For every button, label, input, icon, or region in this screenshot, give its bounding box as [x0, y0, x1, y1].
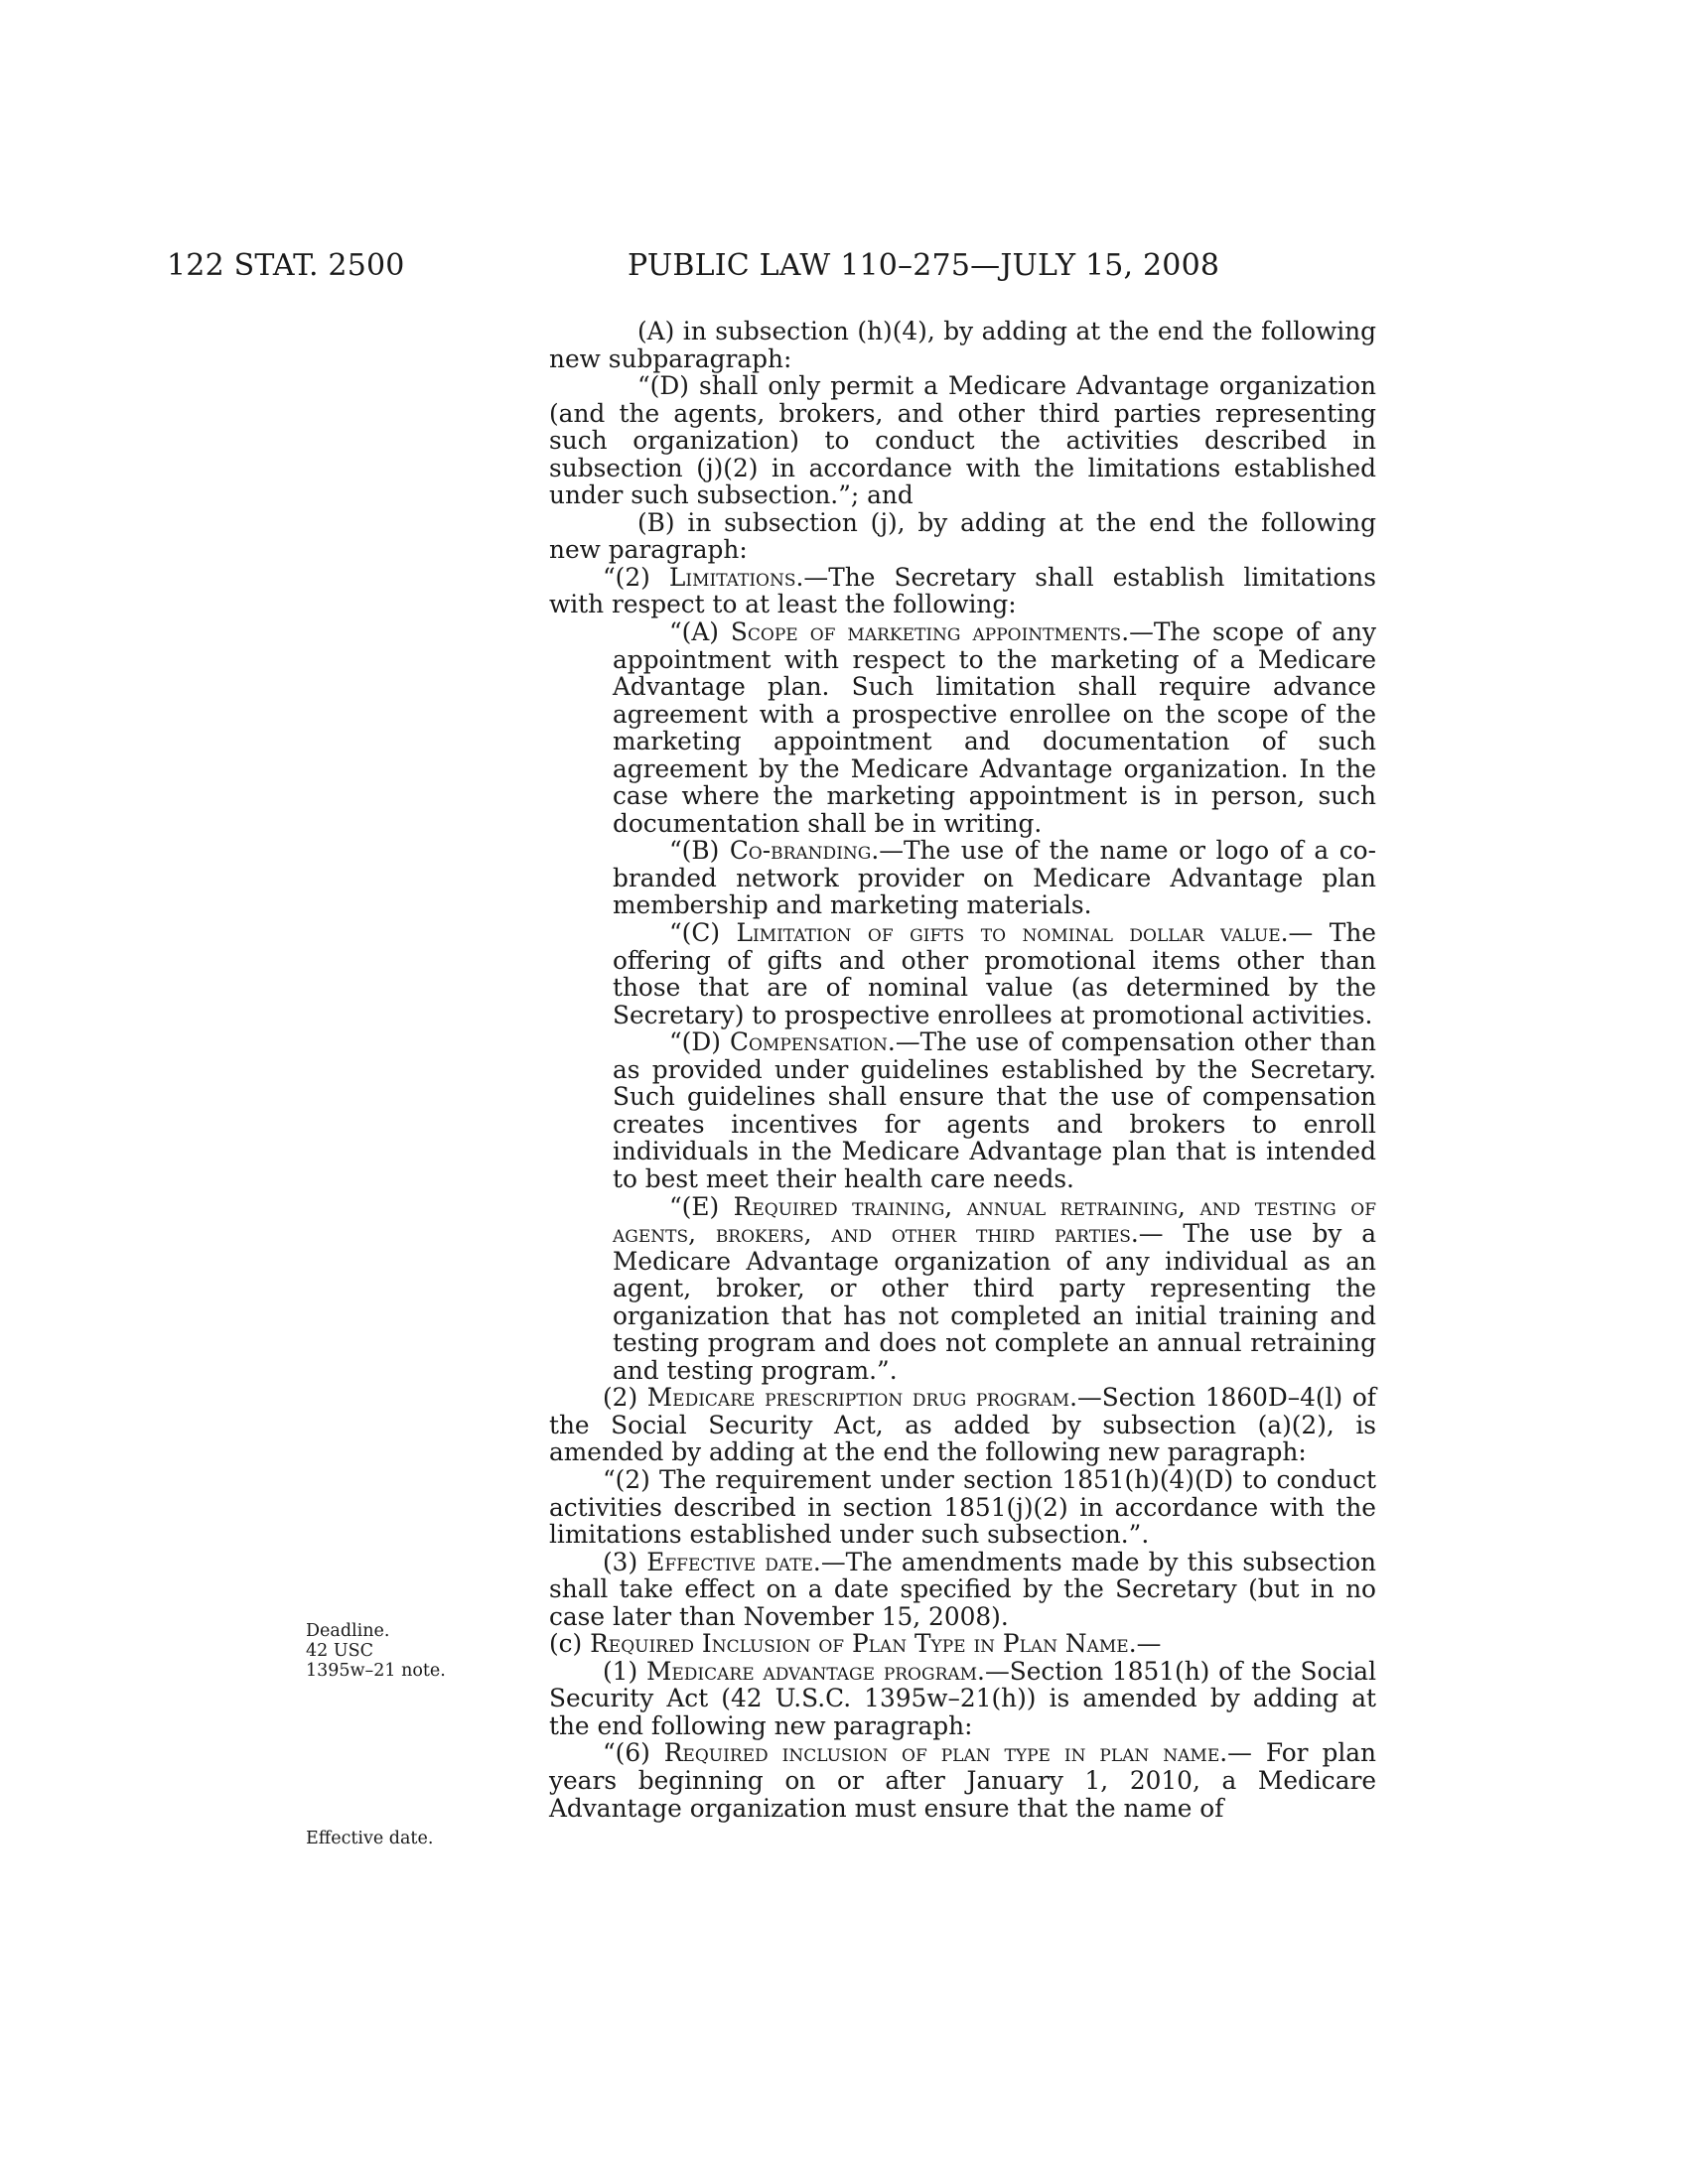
heading-plan-name: Required inclusion of plan type in plan name. — [663, 1738, 1228, 1768]
limitation-a-scope: “(A) Scope of marketing appointments.—The scope of any appointment with respect to the marketing of a Medicare Advantage plan. Such limitation shall require advance agreement with a prospective enrollee on the scope of the marketing appointment and documentation of such agreement by the Medicare Advantage organization. In the case where the marketing appointment is in person, such documentation shall be in writing. — [613, 617, 1376, 838]
quoted-paragraph-6: “(6) Required inclusion of plan type in plan name.— For plan years beginning on or after January 1, 2010, a Medicare Advantage organization must ensure that the name of — [549, 1738, 1377, 1823]
quoted-paragraph-2-requirement: “(2) The requirement under section 1851(h)(4)(D) to conduct activities described in section 1851(j)(2) in accordance with the limitations established under such subsection.”. — [549, 1464, 1376, 1550]
heading-training: Required training, annual retraining, and testing of agents, brokers, and other third parties. — [613, 1191, 1376, 1249]
heading-co-branding: Co-branding. — [729, 836, 880, 866]
margin-note-effective-date: Effective date. — [306, 1829, 434, 1848]
heading-effective-date: Effective date. — [646, 1547, 821, 1576]
paragraph-b: (B) in subsection (j), by adding at the end the following new paragraph: — [549, 507, 1376, 565]
limitation-d-compensation: “(D) Compensation.—The use of compensation other than as provided under guidelines established by the Secretary. Such guidelines shall ensure that the use of compensation creates incentives for agents and brokers to enroll individuals in the Medicare Advantage plan that is intended to best meet their health care needs. — [613, 1027, 1376, 1193]
quoted-paragraph-2-limitations: “(2) Limitations.—The Secretary shall establish limitations with respect to at least the following: — [549, 562, 1376, 619]
margin-note-deadline: Deadline. 42 USC 1395w–21 note. — [306, 1621, 446, 1681]
page-reference: 122 STAT. 2500 — [167, 248, 405, 283]
statute-text — [549, 318, 1376, 1822]
heading-gifts: Limitation of gifts to nominal dollar value. — [736, 918, 1289, 948]
heading-compensation: Compensation. — [730, 1027, 896, 1057]
paragraph-3-effective-date: (3) Effective date.—The amendments made by this subsection shall take effect on a date specified by the Secretary (but in no case later than November 15, 2008). — [549, 1547, 1377, 1631]
subsection-c-heading: (c) Required Inclusion of Plan Type in Plan Name.— — [549, 1629, 1162, 1659]
quoted-subparagraph-d: “(D) shall only permit a Medicare Advantage organization (and the agents, brokers, and other third parties representing such organization) to conduct the activities described in subsection (j)(2) in accordance with the limitations established under such subsection.”; and — [549, 371, 1376, 510]
heading-ma-program: Medicare advantage program. — [645, 1656, 985, 1686]
running-title: PUBLIC LAW 110–275—JULY 15, 2008 — [628, 248, 1220, 283]
heading-drug-program: Medicare prescription drug program. — [646, 1383, 1077, 1413]
heading-limitations: Limitations. — [668, 562, 804, 592]
limitation-e-training: “(E) Required training, annual retraining, and testing of agents, brokers, and other third parties.— The use by a Medicare Advantage organization of any individual as an agent, broker, or other third party representing the organization that has not completed an initial training and testing program and does not complete an annual retraining and testing program.”. — [613, 1191, 1377, 1385]
paragraph-a: (A) in subsection (h)(4), by adding at the end the following new subparagraph: — [549, 317, 1376, 373]
paragraph-1-ma-program: (1) Medicare advantage program.—Section 1851(h) of the Social Security Act (42 U.S.C. 1395w–21(h)) is amended by adding at the end following new paragraph: — [549, 1656, 1376, 1740]
limitation-c-gifts: “(C) Limitation of gifts to nominal dollar value.— The offering of gifts and other promotional items other than those that are of nominal value (as determined by the Secretary) to prospective enrollees at promotional activities. — [613, 918, 1376, 1029]
limitation-b-co-branding: “(B) Co-branding.—The use of the name or logo of a co-branded network provider on Medicare Advantage plan membership and marketing materials. — [613, 836, 1376, 920]
paragraph-2-drug-program: (2) Medicare prescription drug program.—Section 1860D–4(l) of the Social Security Act, as added by subsection (a)(2), is amended by adding at the end the following new paragraph: — [549, 1383, 1376, 1467]
heading-scope: Scope of marketing appointments. — [730, 617, 1130, 647]
heading-plan-type: Required Inclusion of Plan Type in Plan Name. — [590, 1629, 1137, 1659]
